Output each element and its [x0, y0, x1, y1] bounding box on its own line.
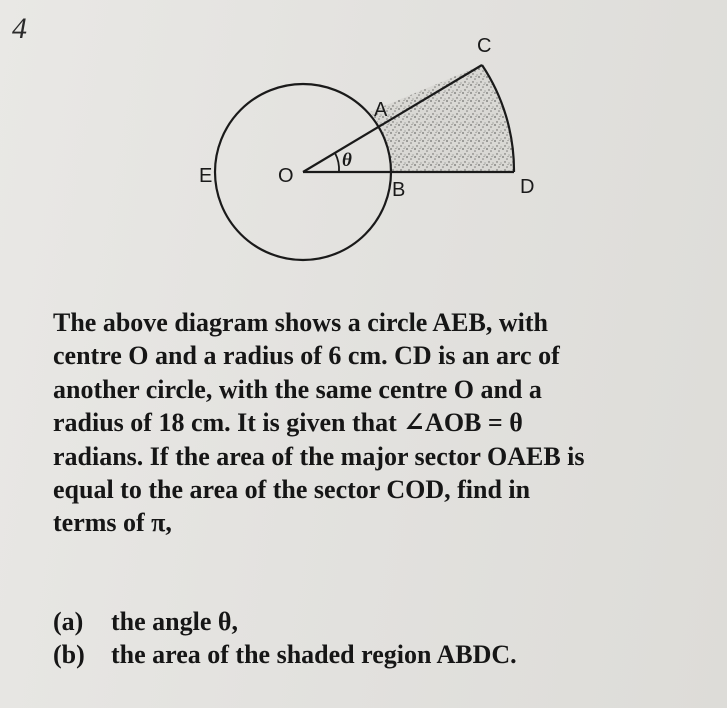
label-e: E	[199, 165, 213, 187]
question-number: 4	[12, 12, 27, 45]
label-b: B	[392, 179, 406, 201]
label-a: A	[374, 99, 388, 121]
question-line: The above diagram shows a circle AEB, with	[53, 308, 548, 337]
label-o: O	[278, 165, 294, 187]
question-line: radians. If the area of the major sector OAEB is	[53, 441, 585, 471]
part-a-label: (a)	[53, 607, 84, 636]
label-theta: θ	[342, 150, 352, 171]
part-b-text: the area of the shaded region ABDC.	[111, 640, 517, 670]
question-text	[53, 306, 713, 540]
question-line: another circle, with the same centre O and a	[53, 374, 542, 404]
part-b	[53, 638, 517, 671]
part-b-label: (b)	[53, 640, 85, 670]
question-line: centre O and a radius of 6 cm. CD is an arc of	[53, 341, 560, 371]
label-c: C	[477, 35, 492, 57]
label-d: D	[520, 176, 535, 198]
question-line: radius of 18 cm. It is given that ∠AOB = θ	[53, 408, 523, 438]
question-line: terms of π,	[53, 508, 172, 538]
sector-diagram	[150, 20, 570, 290]
question-parts	[53, 605, 517, 672]
angle-theta-arc	[335, 153, 339, 172]
part-a-text: the angle θ,	[111, 607, 238, 636]
question-line: equal to the area of the sector COD, find in	[53, 475, 531, 505]
part-a	[53, 605, 517, 638]
